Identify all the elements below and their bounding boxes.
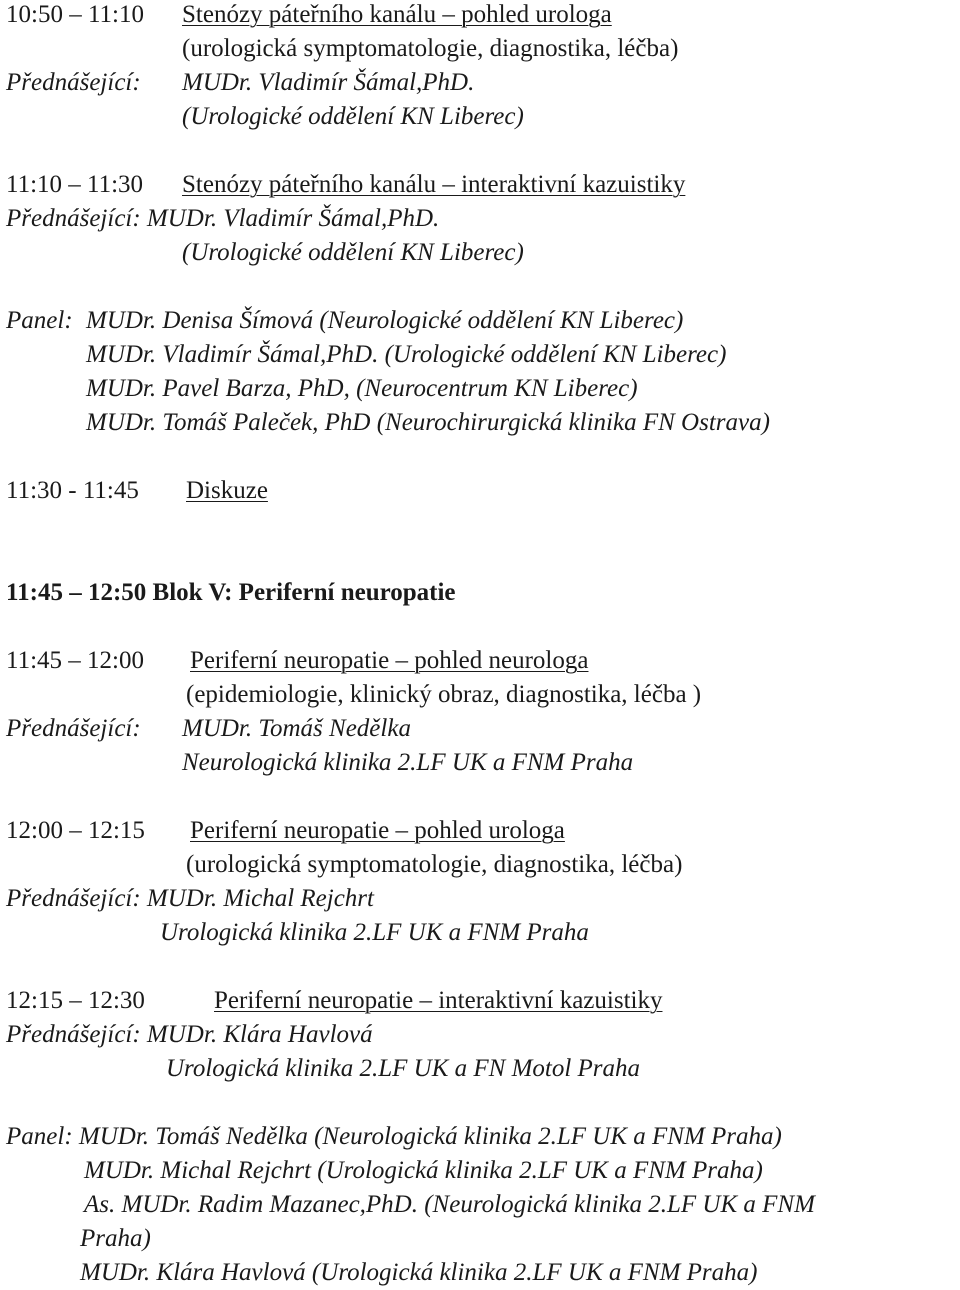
discussion-title: Diskuze xyxy=(186,477,268,504)
session-5-subtitle: (urologická symptomatologie, diagnostika, léčba) xyxy=(186,851,683,878)
panel-1-member: MUDr. Pavel Barza, PhD, (Neurocentrum KN Liberec) xyxy=(86,375,638,402)
session-6-time: 12:15 – 12:30 xyxy=(6,987,145,1014)
session-6-title: Periferní neuropatie – interaktivní kazuistiky xyxy=(214,987,663,1014)
panel-1-member: MUDr. Vladimír Šámal,PhD. (Urologické oddělení KN Liberec) xyxy=(86,341,727,368)
session-1-speaker-label: Přednášející: xyxy=(6,69,141,96)
session-4-speaker-label: Přednášející: xyxy=(6,715,141,742)
session-4-affiliation: Neurologická klinika 2.LF UK a FNM Praha xyxy=(182,749,634,776)
session-5-title: Periferní neuropatie – pohled urologa xyxy=(190,817,565,844)
panel-2-line: MUDr. Michal Rejchrt (Urologická klinika 2.LF UK a FNM Praha) xyxy=(84,1157,763,1184)
discussion-time: 11:30 - 11:45 xyxy=(6,477,139,504)
panel-2-line: MUDr. Klára Havlová (Urologická klinika 2.LF UK a FNM Praha) xyxy=(80,1259,758,1286)
session-2-time: 11:10 – 11:30 xyxy=(6,171,144,198)
panel-2-line: As. MUDr. Radim Mazanec,PhD. (Neurologická klinika 2.LF UK a FNM xyxy=(84,1191,815,1218)
panel-1-label: Panel: xyxy=(6,307,73,334)
session-4-time: 11:45 – 12:00 xyxy=(6,647,144,674)
session-1-subtitle: (urologická symptomatologie, diagnostika, léčba) xyxy=(182,35,679,62)
session-4-speaker: MUDr. Tomáš Nedělka xyxy=(182,715,411,742)
session-2-speaker-line: Přednášející: MUDr. Vladimír Šámal,PhD. xyxy=(6,205,440,232)
session-4-title: Periferní neuropatie – pohled neurologa xyxy=(190,647,589,674)
session-2-affiliation: (Urologické oddělení KN Liberec) xyxy=(182,239,524,266)
session-4-subtitle: (epidemiologie, klinický obraz, diagnostika, léčba ) xyxy=(186,681,702,708)
session-5-time: 12:00 – 12:15 xyxy=(6,817,145,844)
session-1-time: 10:50 – 11:10 xyxy=(6,1,144,28)
session-1-affiliation: (Urologické oddělení KN Liberec) xyxy=(182,103,524,130)
block-heading: 11:45 – 12:50 Blok V: Periferní neuropatie xyxy=(6,579,456,606)
session-1-speaker: MUDr. Vladimír Šámal,PhD. xyxy=(182,69,475,96)
session-6-speaker-line: Přednášející: MUDr. Klára Havlová xyxy=(6,1021,373,1048)
panel-2-line: Panel: MUDr. Tomáš Nedělka (Neurologická klinika 2.LF UK a FNM Praha) xyxy=(6,1123,782,1150)
panel-1-member: MUDr. Tomáš Paleček, PhD (Neurochirurgická klinika FN Ostrava) xyxy=(86,409,770,436)
session-1-title: Stenózy páteřního kanálu – pohled urologa xyxy=(182,1,612,28)
panel-1-member: MUDr. Denisa Šímová (Neurologické oddělení KN Liberec) xyxy=(86,307,684,334)
session-5-affiliation: Urologická klinika 2.LF UK a FNM Praha xyxy=(160,919,589,946)
session-5-speaker-line: Přednášející: MUDr. Michal Rejchrt xyxy=(6,885,374,912)
panel-2-line: Praha) xyxy=(80,1225,151,1252)
session-6-affiliation: Urologická klinika 2.LF UK a FN Motol Praha xyxy=(166,1055,641,1082)
session-2-title: Stenózy páteřního kanálu – interaktivní kazuistiky xyxy=(182,171,686,198)
